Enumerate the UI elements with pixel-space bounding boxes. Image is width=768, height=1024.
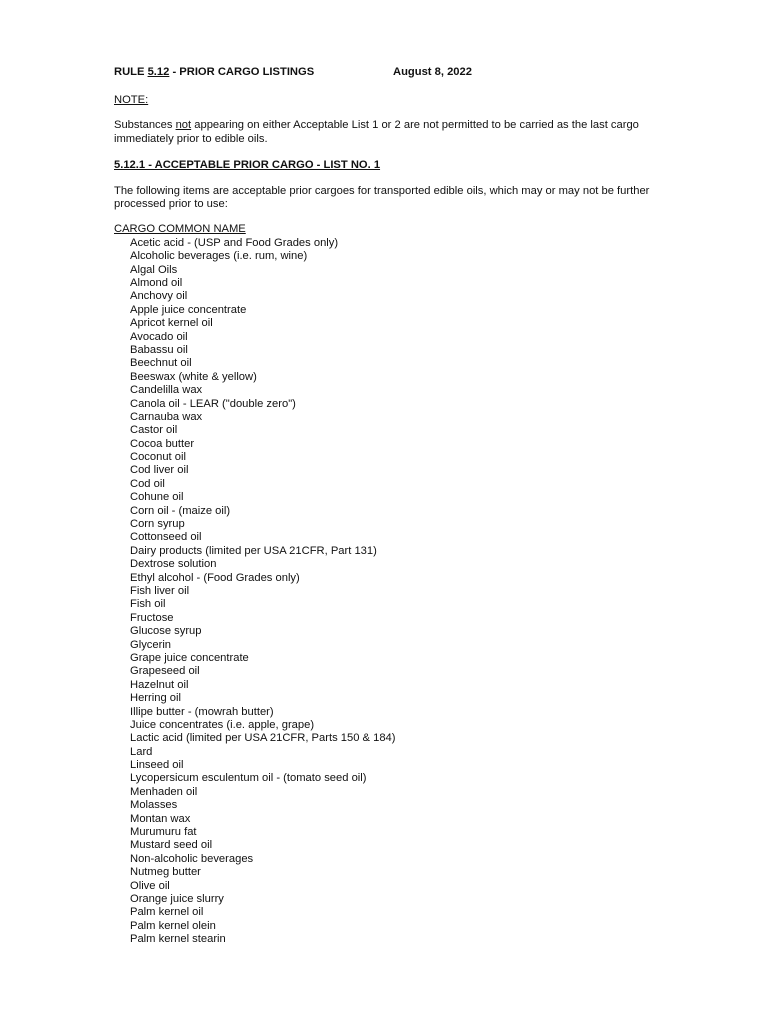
cargo-list-item: Babassu oil <box>130 343 188 356</box>
cargo-list-item: Mustard seed oil <box>130 839 213 852</box>
rule-number: 5.12 <box>147 66 170 78</box>
cargo-list-item: Almond oil <box>130 277 183 290</box>
cargo-list <box>114 237 654 947</box>
note-emphasis: not <box>175 119 192 132</box>
cargo-list-item: Lactic acid (limited per USA 21CFR, Parts 150 & 184) <box>130 732 396 745</box>
rule-date: August 8, 2022 <box>393 66 472 78</box>
cargo-list-item: Molasses <box>130 799 178 812</box>
cargo-list-item: Cohune oil <box>130 491 184 504</box>
cargo-list-item: Palm kernel stearin <box>130 933 226 946</box>
rule-title <box>114 66 314 79</box>
note-text-after: appearing on either Acceptable List 1 or 2 are not permitted to be carried as the last cargo immediately prior to edible oils. <box>114 119 639 145</box>
cargo-list-item: Murumuru fat <box>130 826 197 839</box>
cargo-list-item: Juice concentrates (i.e. apple, grape) <box>130 718 315 731</box>
note-label: NOTE: <box>114 94 149 106</box>
cargo-list-item: Beeswax (white & yellow) <box>130 370 257 383</box>
cargo-list-item: Apple juice concentrate <box>130 303 247 316</box>
cargo-list-item: Olive oil <box>130 879 170 892</box>
cargo-list-item: Orange juice slurry <box>130 892 224 905</box>
cargo-list-item: Coconut oil <box>130 451 186 464</box>
cargo-list-item: Ethyl alcohol - (Food Grades only) <box>130 571 300 584</box>
cargo-list-item: Fructose <box>130 611 174 624</box>
cargo-list-item: Non-alcoholic beverages <box>130 852 254 865</box>
cargo-list-item: Menhaden oil <box>130 785 198 798</box>
cargo-list-item: Alcoholic beverages (i.e. rum, wine) <box>130 250 308 263</box>
note-text-before: Substances <box>114 119 176 132</box>
cargo-list-item: Apricot kernel oil <box>130 317 213 330</box>
cargo-list-item: Castor oil <box>130 424 178 437</box>
cargo-list-item: Glycerin <box>130 638 172 651</box>
cargo-list-item: Lard <box>130 745 153 758</box>
cargo-list-item: Glucose syrup <box>130 625 202 638</box>
cargo-list-item: Corn syrup <box>130 518 185 531</box>
document-header <box>114 66 654 80</box>
cargo-list-item: Algal Oils <box>130 263 178 276</box>
cargo-list-item: Cocoa butter <box>130 437 195 450</box>
list-heading: CARGO COMMON NAME <box>114 223 246 236</box>
rule-title-text: - PRIOR CARGO LISTINGS <box>169 66 315 78</box>
cargo-list-item: Illipe butter - (mowrah butter) <box>130 705 274 718</box>
cargo-list-item: Linseed oil <box>130 759 184 772</box>
cargo-list-item: Dairy products (limited per USA 21CFR, Part 131) <box>130 544 377 557</box>
cargo-list-item: Montan wax <box>130 812 191 825</box>
cargo-list-item: Dextrose solution <box>130 558 217 571</box>
document-page <box>114 66 654 947</box>
note-text <box>114 119 654 146</box>
cargo-list-item: Cottonseed oil <box>130 531 202 544</box>
cargo-list-item: Palm kernel olein <box>130 919 216 932</box>
cargo-list-item: Fish liver oil <box>130 585 190 597</box>
cargo-list-item: Palm kernel oil <box>130 906 204 919</box>
cargo-list-item: Acetic acid - (USP and Food Grades only) <box>130 236 339 249</box>
cargo-list-item: Anchovy oil <box>130 290 188 303</box>
cargo-list-item: Avocado oil <box>130 330 188 343</box>
cargo-list-item: Beechnut oil <box>130 357 192 370</box>
cargo-list-item: Grape juice concentrate <box>130 651 249 664</box>
cargo-list-item: Lycopersicum esculentum oil - (tomato seed oil) <box>130 772 367 785</box>
cargo-list-item: Herring oil <box>130 692 181 705</box>
section-intro: The following items are acceptable prior cargoes for transported edible oils, which may or may not be further processed prior to use: <box>114 184 650 211</box>
cargo-list-item: Fish oil <box>130 598 166 611</box>
cargo-list-item: Hazelnut oil <box>130 678 189 691</box>
cargo-list-item: Candelilla wax <box>130 384 203 397</box>
cargo-list-item: Cod oil <box>130 477 165 490</box>
rule-prefix: RULE <box>114 66 148 78</box>
cargo-list-item: Grapeseed oil <box>130 665 200 678</box>
section-heading: 5.12.1 - ACCEPTABLE PRIOR CARGO - LIST NO. 1 <box>114 159 381 172</box>
cargo-list-item: Carnauba wax <box>130 410 203 423</box>
cargo-list-item: Canola oil - LEAR ("double zero") <box>130 397 296 410</box>
cargo-list-item: Corn oil - (maize oil) <box>130 504 231 517</box>
cargo-list-item: Cod liver oil <box>130 464 189 477</box>
cargo-list-item: Nutmeg butter <box>130 866 201 879</box>
